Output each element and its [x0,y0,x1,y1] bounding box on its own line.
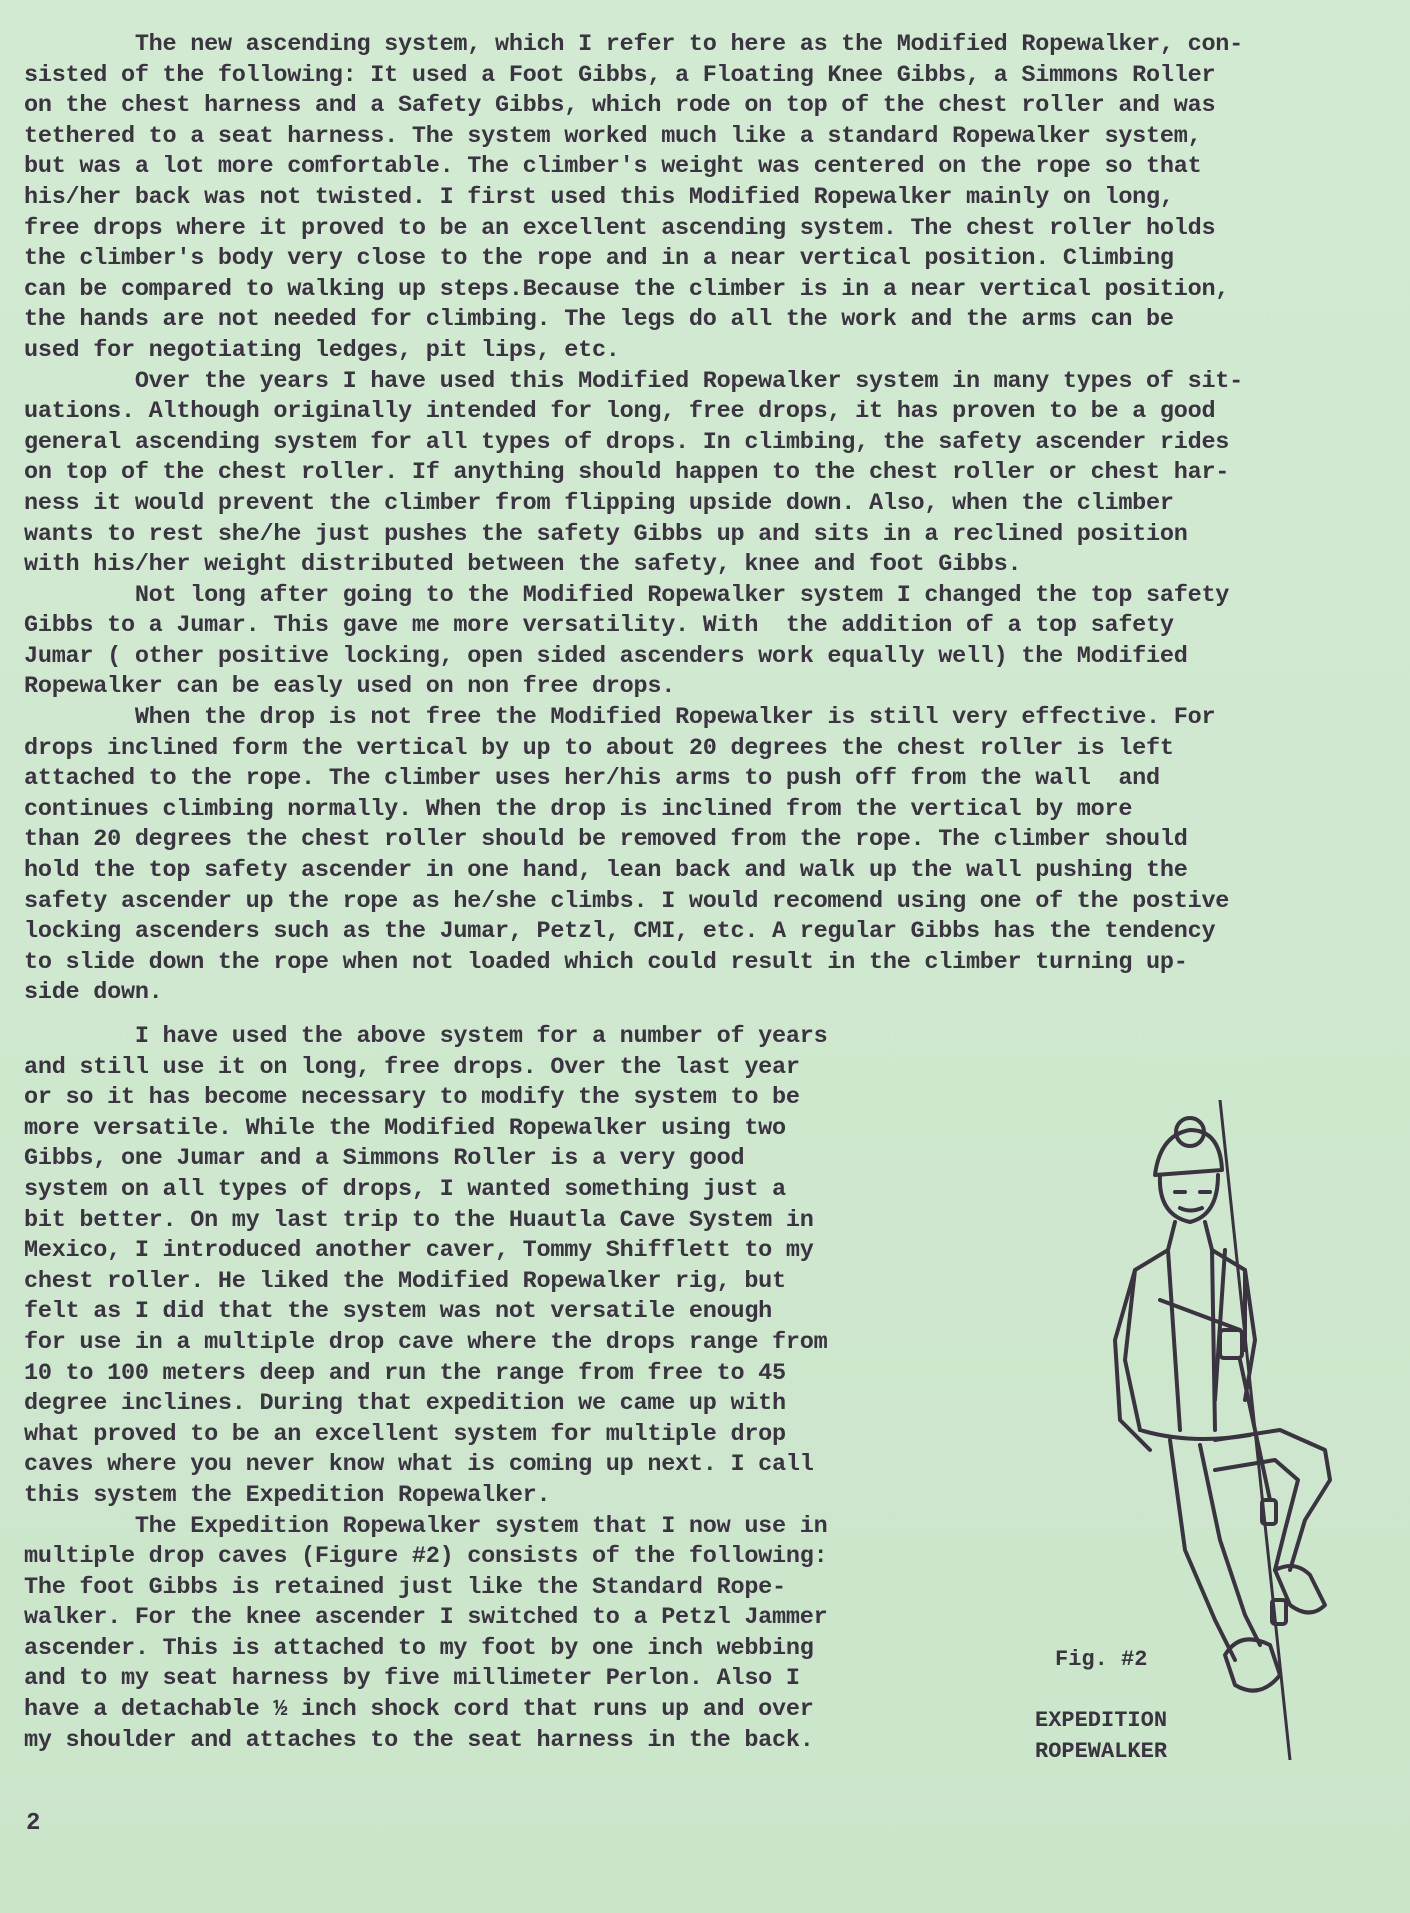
paragraph-non-free-drops: When the drop is not free the Modified Ropewalker is still very effective. For drops inclined form the vertical by up to about 20 degrees the chest roller is left attached to the rope. The climber uses her/his arms to push off from the wall and continues climbing normally. When the drop is inclined from the vertical by more than 20 degrees the chest roller should be removed from the rope. The climber should hold the top safety ascender in one hand, lean back and walk up the wall pushing the safety ascender up the rope as he/she climbs. I would recomend using one of the postive locking ascenders such as the Jumar, Petzl, CMI, etc. A regular Gibbs has the tendency to slide down the rope when not loaded which could result in the climber turning up- side down. [24,704,1230,1007]
body-text-full-width [24,30,1374,1009]
body-text-beside-figure [24,1022,944,1756]
figure-title-line-2: ROPEWALKER [1035,1739,1168,1764]
page-number: 2 [26,1810,41,1837]
paragraph-modified-ropewalker-intro: The new ascending system, which I refer to here as the Modified Ropewalker, con- sisted of the following: It used a Foot Gibbs, a Floating Knee Gibbs, a Simmons Roller on the chest harness and a Safety Gibbs, which rode on top of the chest roller and was tethered to a seat harness. The system worked much like a standard Ropewalker system, but was a lot more comfortable. The climber's weight was centered on the rope so that his/her back was not twisted. I first used this Modified Ropewalker mainly on long, free drops where it proved to be an excellent ascending system. The chest roller holds the climber's body very close to the rope and in a near vertical position. Climbing can be compared to walking up steps.Because the climber is in a near vertical position, the hands are not needed for climbing. The legs do all the work and the arms can be used for negotiating ledges, pit lips, etc. [24,31,1244,364]
figure-title-line-1: EXPEDITION [1035,1708,1168,1733]
figure-label: Fig. #2 [1055,1647,1148,1672]
paragraph-jumar-change: Not long after going to the Modified Ropewalker system I changed the top safety Gibbs to a Jumar. This gave me more versatility. With the addition of a top safety Jumar ( other positive locking, open sided ascenders work equally well) the Modified Ropewalker can be easly used on non free drops. [24,581,1230,701]
paragraph-expedition-origin: I have used the above system for a number of years and still use it on long, free drops. Over the last year or so it has become necessary to modify the system to be more versatile. While the Modified Ropewalker using two Gibbs, one Jumar and a Simmons Roller is a very good system on all types of drops, I wanted something just a bit better. On my last trip to the Huautla Cave System in Mexico, I introduced another caver, Tommy Shifflett to my chest roller. He liked the Modified Ropewalker rig, but felt as I did that the system was not versatile enough for use in a multiple drop cave where the drops range from 10 to 100 meters deep and run the range from free to 45 degree inclines. During that expedition we came up with what proved to be an excellent system for multiple drop caves where you never know what is coming up next. I call this system the Expedition Ropewalker. [24,1023,828,1509]
paragraph-expedition-components: The Expedition Ropewalker system that I now use in multiple drop caves (Figure #2) consists of the following: The foot Gibbs is retained just like the Standard Rope- walker. For the knee ascender I switched to a Petzl Jammer ascender. This is attached to my foot by one inch webbing and to my seat harness by five millimeter Perlon. Also I have a detachable ½ inch shock cord that runs up and over my shoulder and attaches to the seat harness in the back. [24,1512,828,1754]
figure-title [1035,1705,1167,1767]
paragraph-over-the-years: Over the years I have used this Modified Ropewalker system in many types of sit- uations. Although originally intended for long, free drops, it has proven to be a good general ascending system for all types of drops. In climbing, the safety ascender rides on top of the chest roller. If anything should happen to the chest roller or chest har- ness it would prevent the climber from flipping upside down. Also, when the climber wants to rest she/he just pushes the safety Gibbs up and sits in a reclined position with his/her weight distributed between the safety, knee and foot Gibbs. [24,367,1244,579]
